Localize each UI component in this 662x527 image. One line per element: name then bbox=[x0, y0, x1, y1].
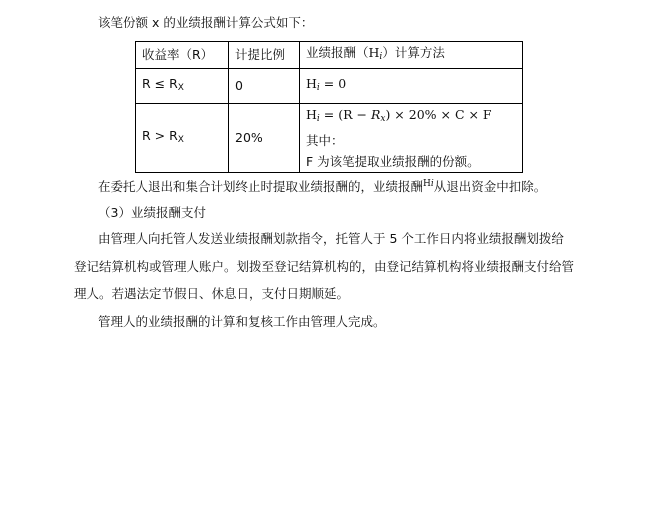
row-ratio: 20% bbox=[229, 104, 300, 173]
row-method-cell bbox=[300, 104, 523, 173]
header-return-rate: 收益率（R） bbox=[136, 42, 229, 69]
row-method-formula: $H_i = (R - R_x) \times 20\% \times C \times F$ bbox=[306, 107, 492, 124]
header-method-label-end: ）计算方法 bbox=[382, 45, 445, 60]
exit-deduction-text: 在委托人退出和集合计划终止时提取业绩报酬的，业绩报酬$^{Hi}$从退出资金中扣除。 bbox=[98, 179, 547, 194]
payment-paragraph-line-3: 理人。若遇法定节假日、休息日，支付日期顺延。 bbox=[74, 286, 350, 301]
table-row bbox=[136, 104, 523, 173]
payment-paragraph-line-1: 由管理人向托管人发送业绩报酬划款指令，托管人于 5 个工作日内将业绩报酬划拨给 bbox=[98, 231, 564, 246]
fee-calculation-table bbox=[135, 41, 523, 173]
table-header-row bbox=[136, 42, 523, 69]
completion-paragraph: 管理人的业绩报酬的计算和复核工作由管理人完成。 bbox=[98, 314, 386, 329]
header-method-label: 业绩报酬（ bbox=[306, 45, 369, 60]
header-calculation-method bbox=[300, 42, 523, 69]
row-condition: $R > R_X$ bbox=[136, 104, 229, 173]
table-row bbox=[136, 69, 523, 104]
header-accrual-ratio: 计提比例 bbox=[229, 42, 300, 69]
inline-hi-symbol: Hi bbox=[423, 179, 434, 189]
section-heading: （3）业绩报酬支付 bbox=[98, 205, 206, 220]
row-method-note-label: 其中： bbox=[306, 133, 344, 148]
row-condition: $R \le R_X$ bbox=[136, 69, 229, 104]
payment-paragraph-line-2: 登记结算机构或管理人账户。划拨至登记结算机构的，由登记结算机构将业绩报酬支付给管 bbox=[74, 259, 575, 274]
row-method-note-text: F 为该笔提取业绩报酬的份额。 bbox=[306, 154, 480, 169]
row-ratio: 0 bbox=[229, 69, 300, 104]
row-method-formula: $H_i = 0$ bbox=[300, 69, 523, 104]
intro-text: 该笔份额 x 的业绩报酬计算公式如下： bbox=[98, 15, 314, 30]
header-method-symbol: $H_i$ bbox=[368, 45, 383, 62]
